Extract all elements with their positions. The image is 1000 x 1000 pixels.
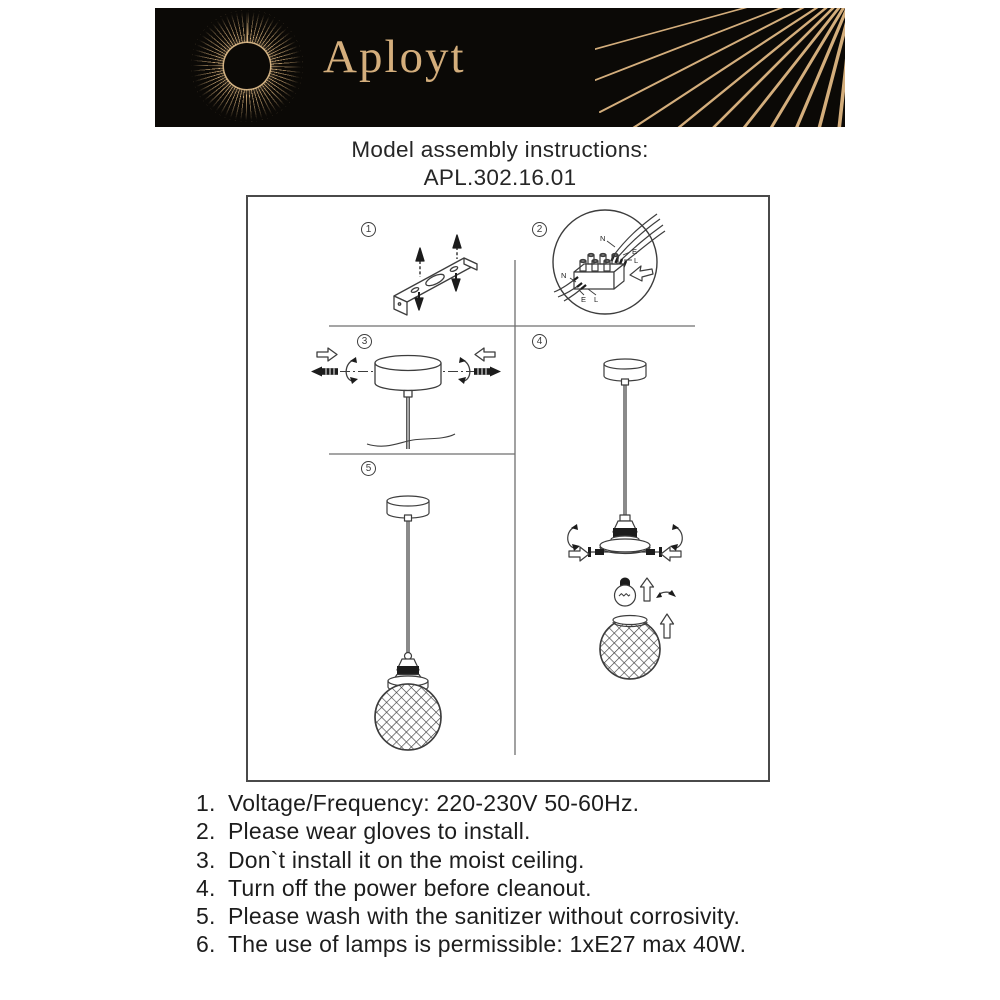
instruction-text: Voltage/Frequency: 220-230V 50-60Hz. xyxy=(228,790,640,816)
insert-direction-arrow xyxy=(630,266,653,281)
up-arrow xyxy=(641,578,654,601)
step-1-number: 1 xyxy=(361,222,376,237)
mesh-globe-shade xyxy=(375,684,441,750)
instruction-number: 4. xyxy=(196,874,216,901)
rotate-arrow-left xyxy=(346,357,358,384)
mesh-globe-shade xyxy=(600,616,660,680)
push-arrow-right xyxy=(475,348,495,361)
wire-label-n-top: N xyxy=(600,234,606,243)
instruction-number: 3. xyxy=(196,846,216,873)
wire-label-l-bottom: L xyxy=(594,295,599,304)
screw-left xyxy=(311,367,338,377)
light-bulb xyxy=(615,578,636,607)
wire-label-n-bottom: N xyxy=(561,271,567,280)
step1-mounting-bracket-drawing xyxy=(394,235,477,315)
rotate-arrow-right xyxy=(670,524,682,551)
screw-right xyxy=(474,367,501,377)
page-title xyxy=(0,136,1000,192)
instruction-item xyxy=(196,902,876,930)
instruction-number: 2. xyxy=(196,818,216,845)
step5-assembled-pendant-drawing xyxy=(375,496,441,750)
twist-arrow xyxy=(656,590,676,598)
step2-wiring-terminal-drawing xyxy=(553,210,665,314)
step-4-number: 4 xyxy=(532,334,547,349)
panel-dividers xyxy=(329,260,695,755)
brand-banner xyxy=(155,8,845,127)
title-line2-model-code: APL.302.16.01 xyxy=(423,165,577,190)
step-3-number: 3 xyxy=(357,334,372,349)
instruction-number: 1. xyxy=(196,790,216,816)
instruction-item xyxy=(196,874,876,902)
up-arrow-shade xyxy=(661,614,674,638)
step-2-number: 2 xyxy=(532,222,547,237)
instruction-text: The use of lamps is permissible: 1xE27 max 40W. xyxy=(228,931,747,958)
wire-label-e-top: E xyxy=(632,247,638,256)
brand-logo-text: Aployt xyxy=(323,31,466,83)
push-arrow-right xyxy=(661,547,681,561)
sunburst-logo-icon xyxy=(191,10,303,122)
wire-label-l-top: L xyxy=(634,256,639,265)
rotate-arrow-right xyxy=(458,357,470,384)
sunburst-core xyxy=(224,43,270,89)
instruction-text: Please wash with the sanitizer without corrosivity. xyxy=(228,903,741,930)
step3-canopy-fixing-drawing xyxy=(311,348,501,449)
step-5-number: 5 xyxy=(361,461,376,476)
instruction-text: Turn off the power before cleanout. xyxy=(228,874,592,901)
title-line1: Model assembly instructions: xyxy=(351,137,649,162)
instruction-number: 5. xyxy=(196,903,216,930)
instruction-number: 6. xyxy=(196,931,216,958)
instruction-text: Don`t install it on the moist ceiling. xyxy=(228,846,585,873)
instruction-list xyxy=(196,789,876,959)
assembly-diagram xyxy=(248,197,768,780)
rotate-arrow-left xyxy=(568,524,580,551)
wire-label-e-bottom: E xyxy=(581,295,587,304)
step4-shade-bulb-assembly-drawing xyxy=(568,359,683,679)
instruction-item xyxy=(196,817,876,845)
instruction-item xyxy=(196,789,876,817)
banner-rays-decoration xyxy=(595,8,845,127)
instruction-text: Please wear gloves to install. xyxy=(228,818,531,845)
diagram-panel xyxy=(246,195,770,782)
push-arrow-left xyxy=(569,547,589,561)
instruction-item xyxy=(196,930,876,958)
push-arrow-left xyxy=(317,348,337,361)
instruction-item xyxy=(196,846,876,874)
